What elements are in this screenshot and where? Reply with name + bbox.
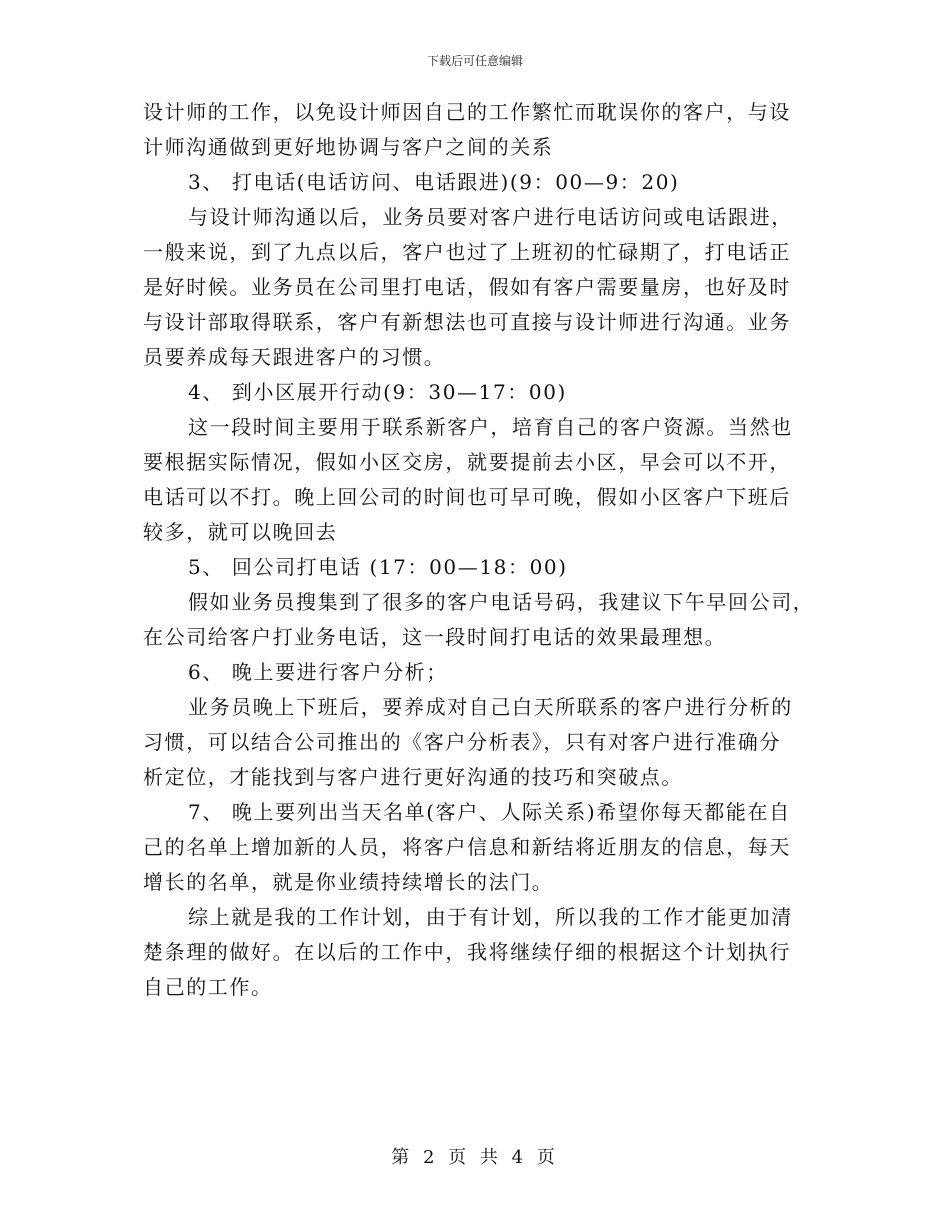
text-line: 员要养成每天跟进客户的习惯。 (143, 345, 446, 369)
text-line: 业务员晚上下班后，要养成对自己白天所联系的客户进行分析的 (188, 695, 793, 719)
text-line: 与设计部取得联系，客户有新想法也可直接与设计师进行沟通。业务 (143, 310, 791, 334)
text-line: 自己的工作。 (143, 975, 273, 999)
text-line: 在公司给客户打业务电话，这一段时间打电话的效果最理想。 (143, 625, 727, 649)
text-line: 综上就是我的工作计划，由于有计划，所以我的工作才能更加清 (188, 905, 793, 929)
text-line: 电话可以不打。晚上回公司的时间也可早可晚，假如小区客户下班后 (143, 485, 791, 509)
text-line: 一般来说，到了九点以后，客户也过了上班初的忙碌期了，打电话正 (143, 240, 791, 264)
text-line: 这一段时间主要用于联系新客户，培育自己的客户资源。当然也 (188, 415, 793, 439)
text-line: 要根据实际情况，假如小区交房，就要提前去小区，早会可以不开， (143, 450, 791, 474)
text-line: 是好时候。业务员在公司里打电话，假如有客户需要量房，也好及时 (143, 275, 791, 299)
document-body (143, 100, 813, 1010)
text-line: 计师沟通做到更好地协调与客户之间的关系 (143, 135, 554, 159)
text-line: 楚条理的做好。在以后的工作中，我将继续仔细的根据这个计划执行 (143, 940, 791, 964)
text-line: 己的名单上增加新的人员，将客户信息和新结将近朋友的信息，每天 (143, 835, 791, 859)
section-heading-4: 4、 到小区展开行动(9：30—17：00) (188, 380, 567, 404)
text-line: 习惯，可以结合公司推出的《客户分析表》，只有对客户进行准确分 (143, 730, 781, 754)
section-heading-7: 7、 晚上要列出当天名单(客户、人际关系)希望你每天都能在自 (188, 800, 791, 824)
text-line: 与设计师沟通以后，业务员要对客户进行电话访问或电话跟进， (188, 205, 793, 229)
section-heading-3: 3、 打电话(电话访问、电话跟进)(9：00—9：20) (188, 170, 680, 194)
text-line: 设计师的工作，以免设计师因自己的工作繁忙而耽误你的客户，与设 (143, 100, 791, 124)
section-heading-6: 6、 晚上要进行客户分析； (188, 660, 448, 684)
text-line: 假如业务员搜集到了很多的客户电话号码，我建议下午早回公司， (188, 590, 815, 614)
text-line: 较多，就可以晚回去 (143, 520, 338, 544)
page-footer: 第 2 页 共 4 页 (391, 1147, 559, 1168)
page-header: 下载后可任意编辑 (426, 54, 523, 68)
text-line: 析定位，才能找到与客户进行更好沟通的技巧和突破点。 (143, 765, 683, 789)
section-heading-5: 5、 回公司打电话 (17：00—18：00) (188, 555, 568, 579)
text-line: 增长的名单，就是你业绩持续增长的法门。 (143, 870, 554, 894)
